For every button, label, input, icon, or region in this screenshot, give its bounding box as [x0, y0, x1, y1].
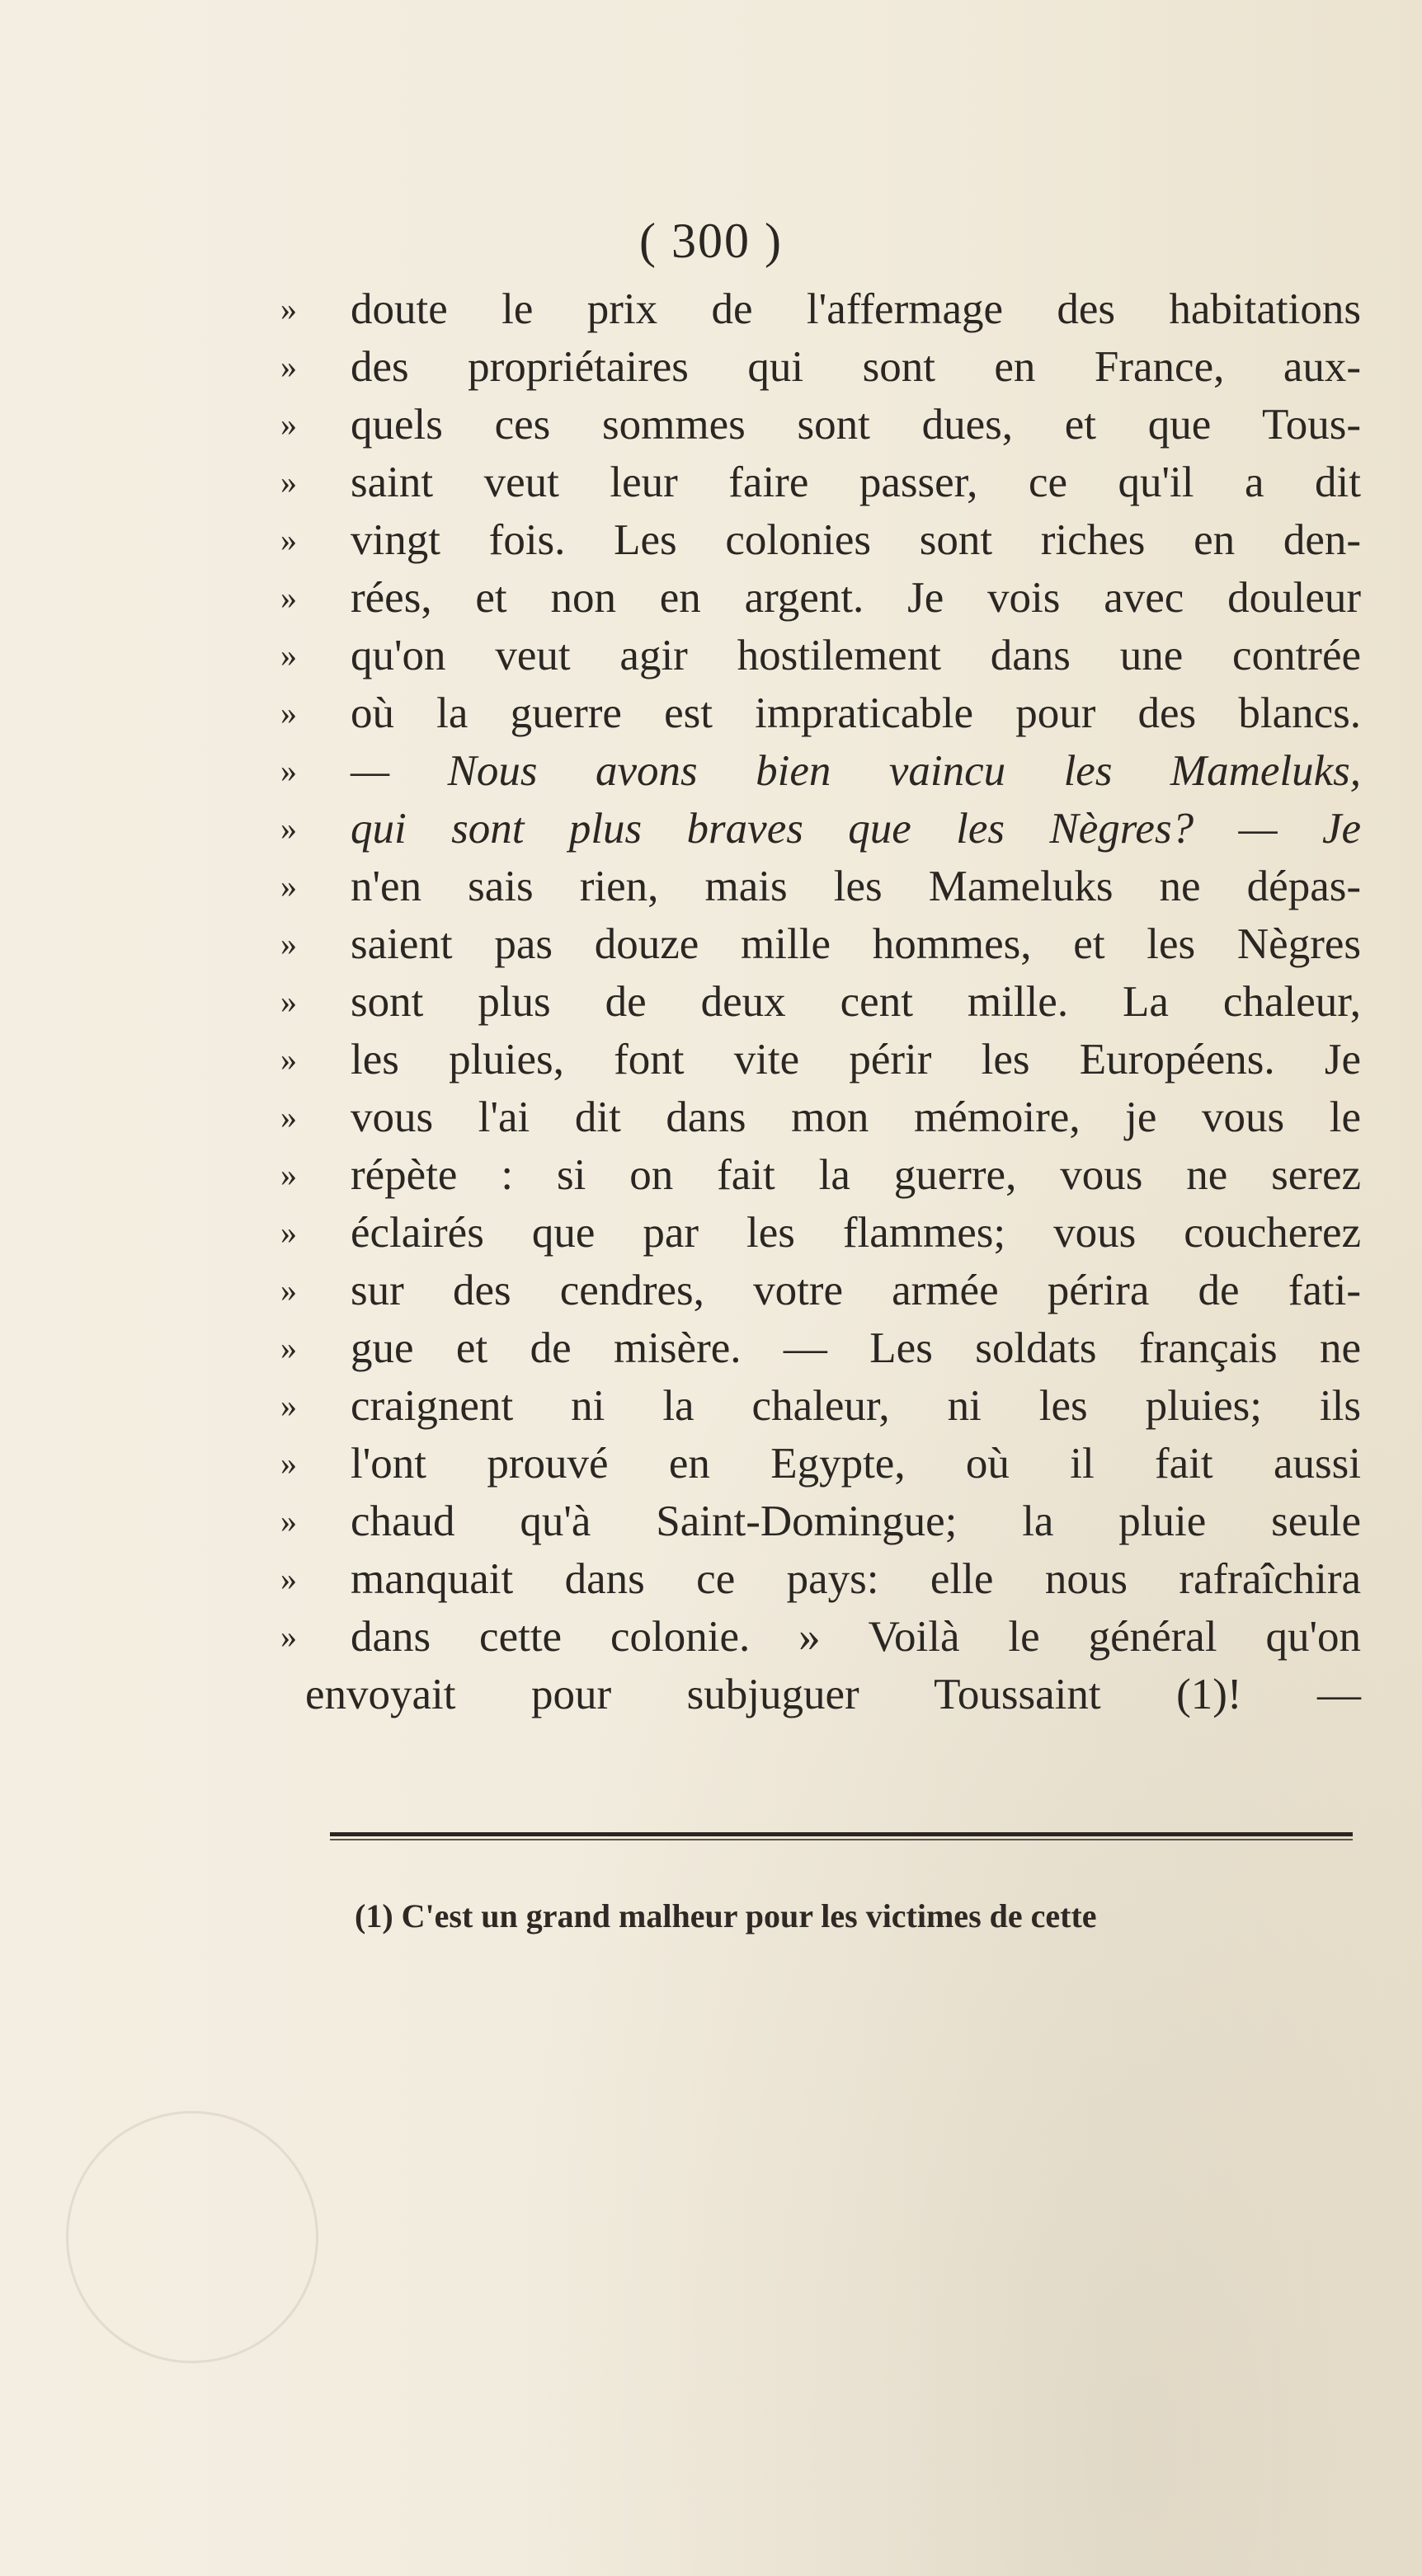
- quotation-mark: »: [280, 406, 297, 443]
- quotation-mark: »: [280, 1329, 297, 1366]
- line-text: sur des cendres, votre armée périra de fati-: [351, 1267, 1361, 1314]
- quotation-mark: »: [280, 1098, 297, 1135]
- line-text: qui sont plus braves que les Nègres? — Je: [351, 805, 1361, 853]
- quotation-mark: »: [280, 637, 297, 674]
- text-line: [280, 1550, 1361, 1608]
- text-line: [280, 973, 1361, 1031]
- text-line: [280, 1088, 1361, 1146]
- text-line: [280, 1608, 1361, 1666]
- line-text: gue et de misère. — Les soldats français ne: [351, 1324, 1361, 1372]
- text-line: [280, 1377, 1361, 1435]
- text-line: [280, 1492, 1361, 1550]
- faded-library-stamp: [66, 2111, 318, 2363]
- quotation-mark: »: [280, 694, 297, 731]
- line-text: sont plus de deux cent mille. La chaleur,: [351, 978, 1361, 1026]
- line-text: l'ont prouvé en Egypte, où il fait aussi: [351, 1440, 1361, 1488]
- quotation-mark: »: [280, 463, 297, 501]
- text-line: [280, 1319, 1361, 1377]
- text-line: [280, 800, 1361, 858]
- quotation-mark: »: [280, 867, 297, 905]
- quotation-mark: »: [280, 810, 297, 847]
- line-text: vous l'ai dit dans mon mémoire, je vous le: [351, 1093, 1361, 1141]
- text-line: [280, 338, 1361, 396]
- text-line: [280, 1204, 1361, 1262]
- quotation-mark: »: [280, 925, 297, 962]
- line-text: répète : si on fait la guerre, vous ne serez: [351, 1151, 1361, 1199]
- page-number-header: ( 300 ): [639, 214, 783, 268]
- footnote-separator-rule: [330, 1832, 1353, 1836]
- line-text: chaud qu'à Saint-Domingue; la pluie seule: [351, 1497, 1361, 1545]
- line-text: saint veut leur faire passer, ce qu'il a dit: [351, 458, 1361, 506]
- quotation-mark: »: [280, 1387, 297, 1424]
- quotation-mark: »: [280, 1272, 297, 1309]
- quotation-mark: »: [280, 521, 297, 558]
- text-line: [280, 396, 1361, 454]
- footnote: (1) C'est un grand malheur pour les victimes de cette: [355, 1897, 1097, 1934]
- quotation-mark: »: [280, 983, 297, 1020]
- line-text: vingt fois. Les colonies sont riches en den-: [351, 516, 1361, 564]
- text-line: [280, 454, 1361, 511]
- quotation-mark: »: [280, 290, 297, 327]
- line-text: dans cette colonie. » Voilà le général qu'on: [351, 1613, 1361, 1661]
- text-line: [280, 1146, 1361, 1204]
- line-text: saient pas douze mille hommes, et les Nègres: [351, 920, 1361, 968]
- text-line: [280, 915, 1361, 973]
- line-text: des propriétaires qui sont en France, aux-: [351, 343, 1361, 391]
- line-text: manquait dans ce pays: elle nous rafraîchira: [351, 1555, 1361, 1603]
- text-line: [280, 858, 1361, 915]
- line-text: — Nous avons bien vaincu les Mameluks,: [351, 747, 1361, 795]
- main-text-block: [280, 280, 1361, 1723]
- quotation-mark: »: [280, 1445, 297, 1482]
- text-line: [280, 684, 1361, 742]
- line-text: envoyait pour subjuguer Toussaint (1)! —: [305, 1671, 1361, 1718]
- text-line: [280, 511, 1361, 569]
- line-text: n'en sais rien, mais les Mameluks ne dépas-: [351, 863, 1361, 910]
- text-line: [280, 1435, 1361, 1492]
- text-line: [280, 742, 1361, 800]
- text-line: [280, 1262, 1361, 1319]
- line-text: éclairés que par les flammes; vous coucherez: [351, 1209, 1361, 1257]
- text-line: [280, 1031, 1361, 1088]
- text-line: [280, 627, 1361, 684]
- footnote-separator-rule-thin: [330, 1839, 1353, 1840]
- quotation-mark: »: [280, 579, 297, 616]
- quotation-mark: »: [280, 1156, 297, 1193]
- line-text: doute le prix de l'affermage des habitations: [351, 285, 1361, 333]
- quotation-mark: »: [280, 1618, 297, 1655]
- text-line: [280, 569, 1361, 627]
- quotation-mark: »: [280, 752, 297, 789]
- line-text: craignent ni la chaleur, ni les pluies; ils: [351, 1382, 1361, 1430]
- line-text: quels ces sommes sont dues, et que Tous-: [351, 401, 1361, 449]
- quotation-mark: »: [280, 1214, 297, 1251]
- quotation-mark: »: [280, 1041, 297, 1078]
- quotation-mark: »: [280, 348, 297, 385]
- text-line: [280, 280, 1361, 338]
- line-text: où la guerre est impraticable pour des blancs.: [351, 689, 1361, 737]
- quotation-mark: »: [280, 1560, 297, 1597]
- line-text: rées, et non en argent. Je vois avec douleur: [351, 574, 1361, 622]
- text-line: [280, 1666, 1361, 1723]
- quotation-mark: »: [280, 1502, 297, 1539]
- line-text: qu'on veut agir hostilement dans une contrée: [351, 632, 1361, 679]
- line-text: les pluies, font vite périr les Européens. Je: [351, 1036, 1361, 1084]
